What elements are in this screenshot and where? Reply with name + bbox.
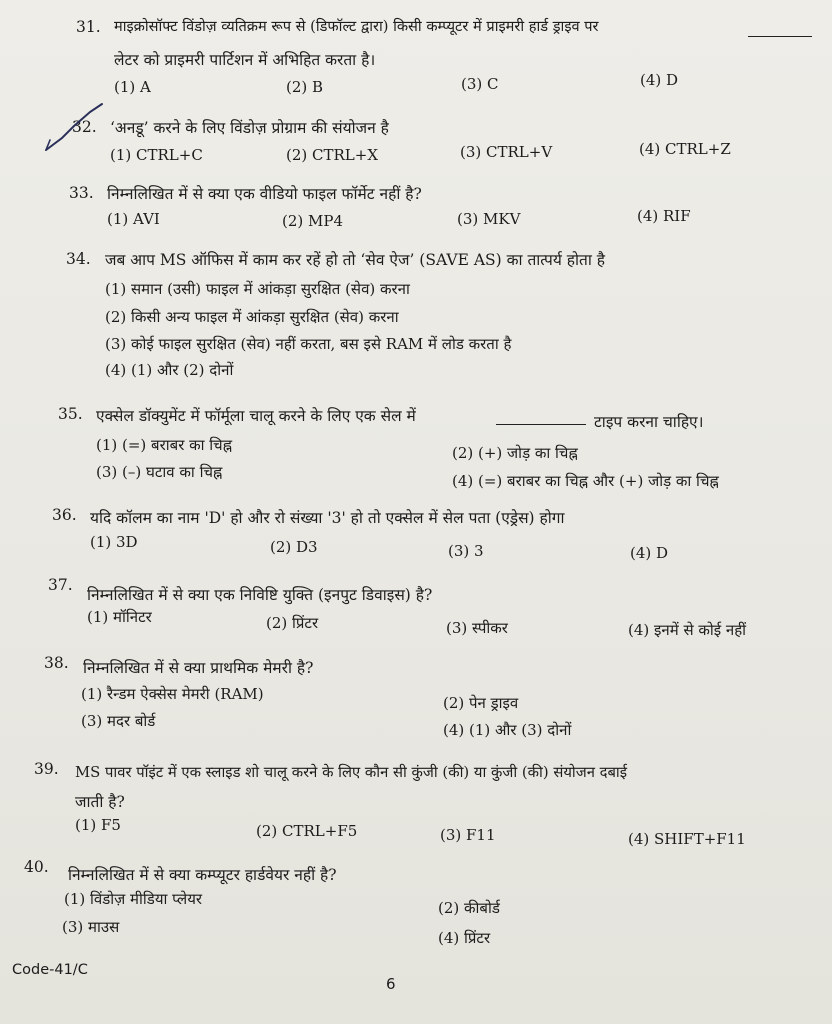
question-number: 34. [66,250,91,268]
question-number: 39. [34,760,59,778]
option-3: (3) माउस [62,918,120,936]
option-2: (2) (+) जोड़ का चिह्न [452,444,578,462]
option-3: (3) 3 [448,542,484,560]
question-stem-end: टाइप करना चाहिए। [594,413,704,431]
option-4: (4) SHIFT+F11 [628,830,746,848]
question-number: 37. [48,576,73,594]
option-4: (4) (1) और (2) दोनों [105,361,234,379]
option-1: (1) रैन्डम ऐक्सेस मेमरी (RAM) [81,685,264,703]
question-stem: निम्नलिखित में से क्या प्राथमिक मेमरी है? [83,659,314,677]
option-2: (2) कीबोर्ड [438,899,500,917]
question-stem: MS पावर पॉइंट में एक स्लाइड शो चालू करने के लिए कौन सी कुंजी (की) या कुंजी (की) संयोजन दबाई [75,764,628,781]
question-number: 38. [44,654,69,672]
option-4: (4) D [640,71,679,89]
question-number: 31. [76,18,101,36]
question-stem: जब आप MS ऑफिस में काम कर रहें हो तो ‘सेव ऐज’ (SAVE AS) का तात्पर्य होता है [105,251,605,269]
option-1: (1) AVI [107,210,160,228]
option-3: (3) (–) घटाव का चिह्न [96,463,223,481]
question-number: 33. [69,184,94,202]
option-3: (3) कोई फाइल सुरक्षित (सेव) नहीं करता, बस इसे RAM में लोड करता है [105,335,512,353]
option-1: (1) 3D [90,533,138,551]
option-3: (3) स्पीकर [446,619,508,637]
option-3: (3) मदर बोर्ड [81,712,156,730]
question-number: 40. [24,858,49,876]
option-1: (1) A [114,78,151,96]
page-number: 6 [386,975,396,993]
option-2: (2) MP4 [282,212,344,230]
paper-code: Code-41/C [12,962,88,978]
option-2: (2) B [286,78,324,96]
option-3: (3) MKV [457,210,521,228]
option-1: (1) F5 [75,816,121,834]
question-stem: यदि कॉलम का नाम 'D' हो और रो संख्या '3' हो तो एक्सेल में सेल पता (एड्रेस) होगा [90,509,565,527]
option-4: (4) (1) और (3) दोनों [443,721,572,739]
question-number: 35. [58,405,83,423]
pen-tick-icon [40,100,110,160]
question-stem: एक्सेल डॉक्युमेंट में फॉर्मूला चालू करने के लिए एक सेल में [96,407,416,425]
question-stem-line2: लेटर को प्राइमरी पार्टिशन में अभिहित करता है। [114,51,376,69]
option-2: (2) CTRL+X [286,146,378,164]
question-stem: ‘अनडू’ करने के लिए विंडोज़ प्रोग्राम की संयोजन है [110,119,389,137]
option-1: (1) CTRL+C [110,146,203,164]
question-stem-line2: जाती है? [75,793,125,811]
option-4: (4) RIF [637,207,691,225]
option-4: (4) (=) बराबर का चिह्न और (+) जोड़ का चिह्न [452,472,719,490]
option-2: (2) CTRL+F5 [256,822,358,840]
option-4: (4) CTRL+Z [639,140,731,158]
answer-blank [496,424,586,425]
option-4: (4) D [630,544,669,562]
question-stem: निम्नलिखित में से क्या एक निविष्टि युक्ति (इनपुट डिवाइस) है? [87,586,433,604]
option-2: (2) प्रिंटर [266,614,319,632]
option-1: (1) विंडोज़ मीडिया प्लेयर [64,890,203,908]
option-1: (1) (=) बराबर का चिह्न [96,436,233,454]
question-stem: माइक्रोसॉफ्ट विंडोज़ व्यतिक्रम रूप से (डिफॉल्ट द्वारा) किसी कम्प्यूटर में प्राइमरी हार्ड ड्राइव पर [114,18,599,35]
option-1: (1) मॉनिटर [87,608,152,626]
answer-blank [748,36,812,37]
option-3: (3) C [461,75,499,93]
option-1: (1) समान (उसी) फाइल में आंकड़ा सुरक्षित (सेव) करना [105,280,410,298]
option-4: (4) इनमें से कोई नहीं [628,621,747,639]
question-stem: निम्नलिखित में से क्या कम्प्यूटर हार्डवेयर नहीं है? [68,866,337,884]
option-4: (4) प्रिंटर [438,929,491,947]
option-3: (3) CTRL+V [460,143,553,161]
question-number: 36. [52,506,77,524]
option-2: (2) D3 [270,538,318,556]
question-stem: निम्नलिखित में से क्या एक वीडियो फाइल फॉर्मेट नहीं है? [107,185,422,203]
option-2: (2) किसी अन्य फाइल में आंकड़ा सुरक्षित (सेव) करना [105,308,399,326]
option-2: (2) पेन ड्राइव [443,694,519,712]
option-3: (3) F11 [440,826,496,844]
question-number: 32. [72,118,97,136]
